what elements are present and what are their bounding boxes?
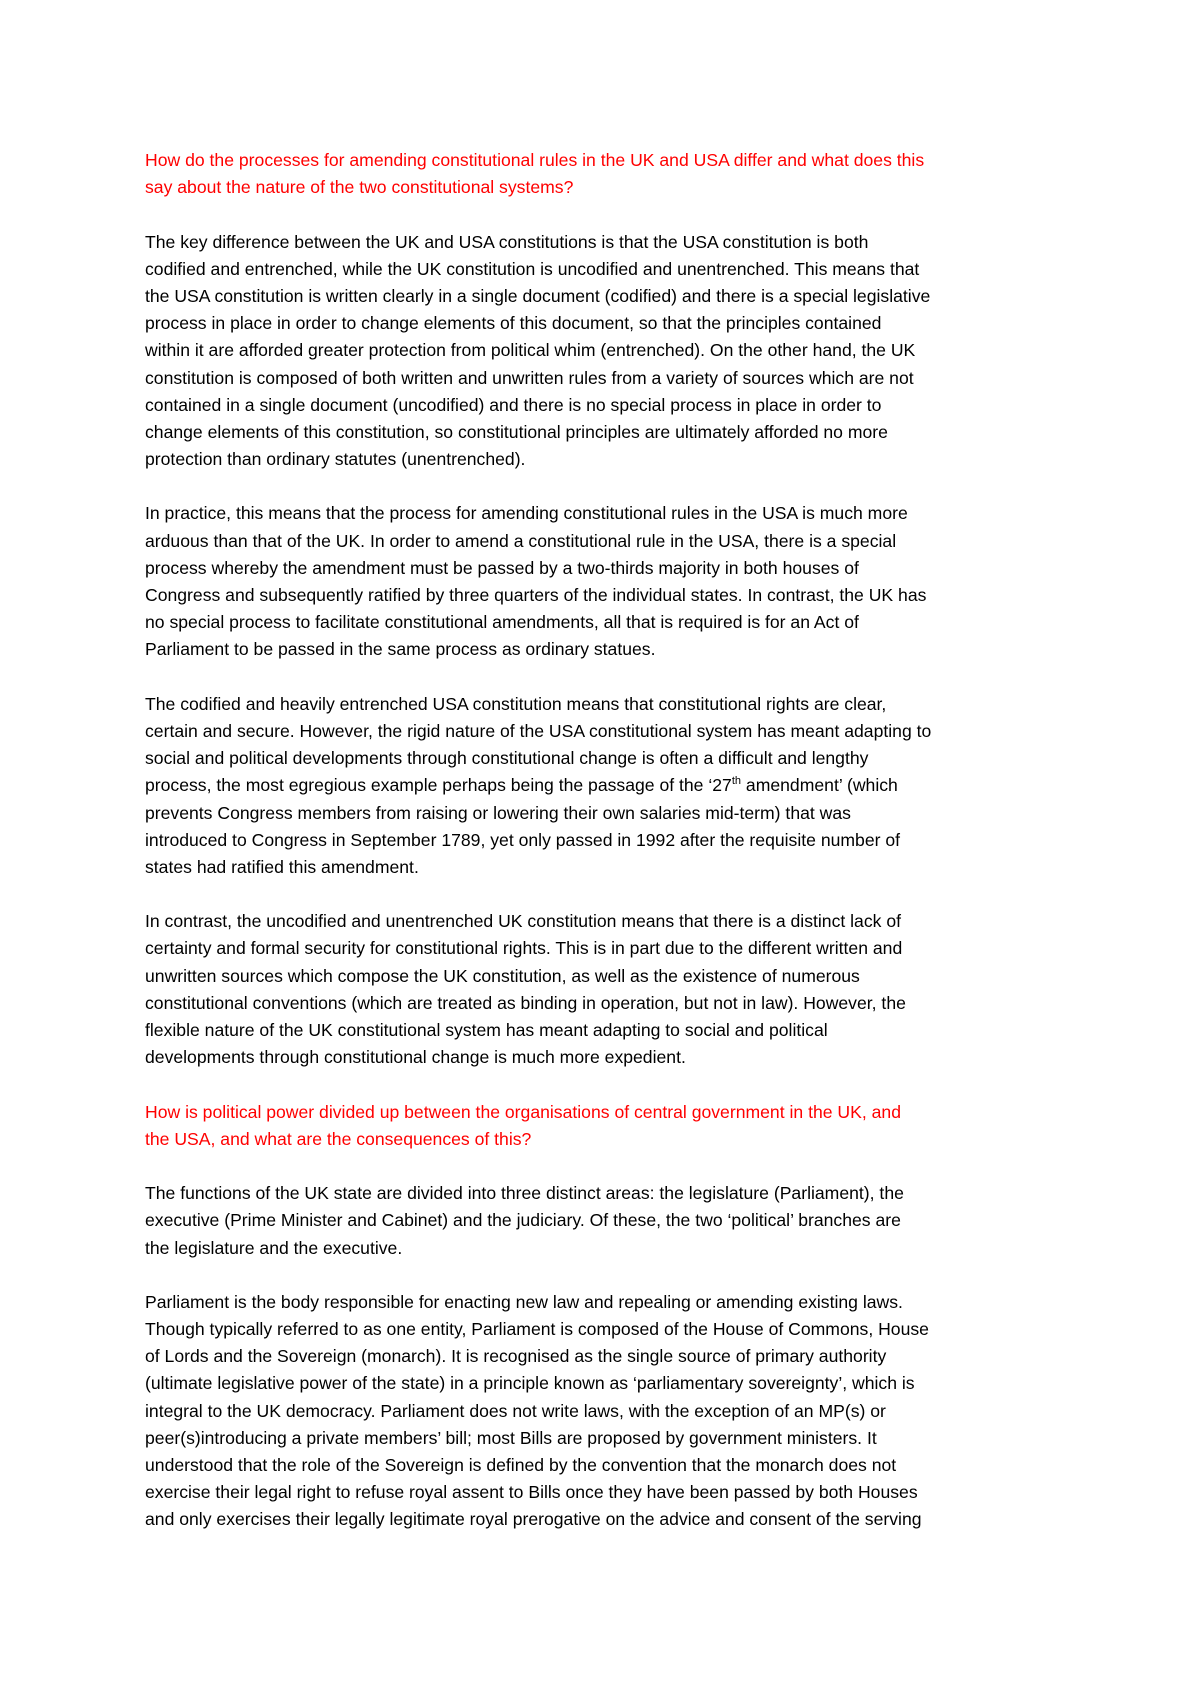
paragraph-usa-rigid xyxy=(145,691,1065,881)
paragraph-line: the USA constitution is written clearly in a single document (codified) and there is a special legislative xyxy=(145,285,931,306)
paragraph-line: peer(s)introducing a private members’ bill; most Bills are proposed by government ministers. It xyxy=(145,1427,877,1448)
paragraph-line: prevents Congress members from raising or lowering their own salaries mid-term) that was xyxy=(145,802,851,823)
paragraph-line: constitutional conventions (which are treated as binding in operation, but not in law). However, the xyxy=(145,992,906,1013)
paragraph-amending-process xyxy=(145,500,1065,663)
paragraph-line: and only exercises their legally legitimate royal prerogative on the advice and consent of the serving xyxy=(145,1509,922,1530)
paragraph-line: (ultimate legislative power of the state) in a principle known as ‘parliamentary sovereignty’, which is xyxy=(145,1373,915,1394)
paragraph-line: flexible nature of the UK constitutional system has meant adapting to social and political xyxy=(145,1020,828,1040)
paragraph-line: integral to the UK democracy. Parliament does not write laws, with the exception of an MP(s) or xyxy=(145,1400,886,1421)
paragraph-line: exercise their legal right to refuse royal assent to Bills once they have been passed by both Houses xyxy=(145,1482,918,1503)
paragraph-line: constitution is composed of both written and unwritten rules from a variety of sources which are not xyxy=(145,367,914,388)
paragraph-line: developments through constitutional change is much more expedient. xyxy=(145,1047,686,1068)
question-line: the USA, and what are the consequences of this? xyxy=(145,1128,532,1149)
paragraph-line: social and political developments through constitutional change is often a difficult and lengthy xyxy=(145,748,869,769)
paragraph-line: The key difference between the UK and USA constitutions is that the USA constitution is both xyxy=(145,231,869,252)
paragraph-line: no special process to facilitate constitutional amendments, all that is required is for an Act of xyxy=(145,612,859,633)
paragraph-line: Congress and subsequently ratified by three quarters of the individual states. In contrast, the UK has xyxy=(145,585,927,605)
ordinal-superscript: th xyxy=(731,775,742,788)
line-text: process, the most egregious example perhaps being the passage of the ‘27 xyxy=(145,775,732,796)
paragraph-parliament xyxy=(145,1289,1065,1534)
paragraph-line: The codified and heavily entrenched USA constitution means that constitutional rights are clear, xyxy=(145,693,887,714)
paragraph-line: states had ratified this amendment. xyxy=(145,856,419,877)
paragraph-line: certain and secure. However, the rigid nature of the USA constitutional system has meant adapting to xyxy=(145,720,932,741)
paragraph-line: within it are afforded greater protection from political whim (entrenched). On the other hand, the UK xyxy=(145,340,916,361)
question-heading-1 xyxy=(145,147,1065,201)
paragraph-line: unwritten sources which compose the UK constitution, as well as the existence of numerous xyxy=(145,965,860,986)
paragraph-line: process in place in order to change elements of this document, so that the principles contained xyxy=(145,313,882,334)
document-body xyxy=(145,147,1065,1561)
paragraph-line xyxy=(145,772,1065,799)
paragraph-line: In contrast, the uncodified and unentrenched UK constitution means that there is a distinct lack of xyxy=(145,911,901,932)
paragraph-line: The functions of the UK state are divided into three distinct areas: the legislature (Parliament), the xyxy=(145,1183,904,1204)
paragraph-line: introduced to Congress in September 1789, yet only passed in 1992 after the requisite number of xyxy=(145,829,901,850)
paragraph-line: Parliament to be passed in the same process as ordinary statues. xyxy=(145,639,656,660)
question-line: How is political power divided up between the organisations of central government in the UK, and xyxy=(145,1101,901,1122)
paragraph-line: In practice, this means that the process for amending constitutional rules in the USA is much more xyxy=(145,503,908,524)
question-heading-2 xyxy=(145,1099,1065,1153)
paragraph-line: contained in a single document (uncodified) and there is no special process in place in order to xyxy=(145,394,882,415)
paragraph-codified-entrenched xyxy=(145,229,1065,474)
question-line: How do the processes for amending constitutional rules in the UK and USA differ and what does this xyxy=(145,150,925,170)
paragraph-uk-flexible xyxy=(145,908,1065,1071)
paragraph-line: arduous than that of the UK. In order to amend a constitutional rule in the USA, there is a special xyxy=(145,530,897,551)
paragraph-line: understood that the role of the Sovereign is defined by the convention that the monarch does not xyxy=(145,1455,897,1475)
question-line: say about the nature of the two constitutional systems? xyxy=(145,177,574,198)
paragraph-line: change elements of this constitution, so constitutional principles are ultimately afforded no more xyxy=(145,421,888,442)
paragraph-uk-state-functions xyxy=(145,1180,1065,1262)
paragraph-line: executive (Prime Minister and Cabinet) and the judiciary. Of these, the two ‘political’ branches are xyxy=(145,1210,901,1231)
paragraph-line: process whereby the amendment must be passed by a two-thirds majority in both houses of xyxy=(145,557,859,578)
paragraph-line: protection than ordinary statutes (unentrenched). xyxy=(145,449,526,470)
paragraph-line: Parliament is the body responsible for enacting new law and repealing or amending existing laws. xyxy=(145,1291,903,1312)
paragraph-line: certainty and formal security for constitutional rights. This is in part due to the different written and xyxy=(145,938,903,959)
paragraph-line: the legislature and the executive. xyxy=(145,1237,403,1258)
paragraph-line: of Lords and the Sovereign (monarch). It is recognised as the single source of primary authority xyxy=(145,1346,887,1367)
paragraph-line: codified and entrenched, while the UK constitution is uncodified and unentrenched. This means that xyxy=(145,258,920,279)
paragraph-line: Though typically referred to as one entity, Parliament is composed of the House of Commons, House xyxy=(145,1319,929,1340)
line-text: amendment’ (which xyxy=(741,775,898,796)
